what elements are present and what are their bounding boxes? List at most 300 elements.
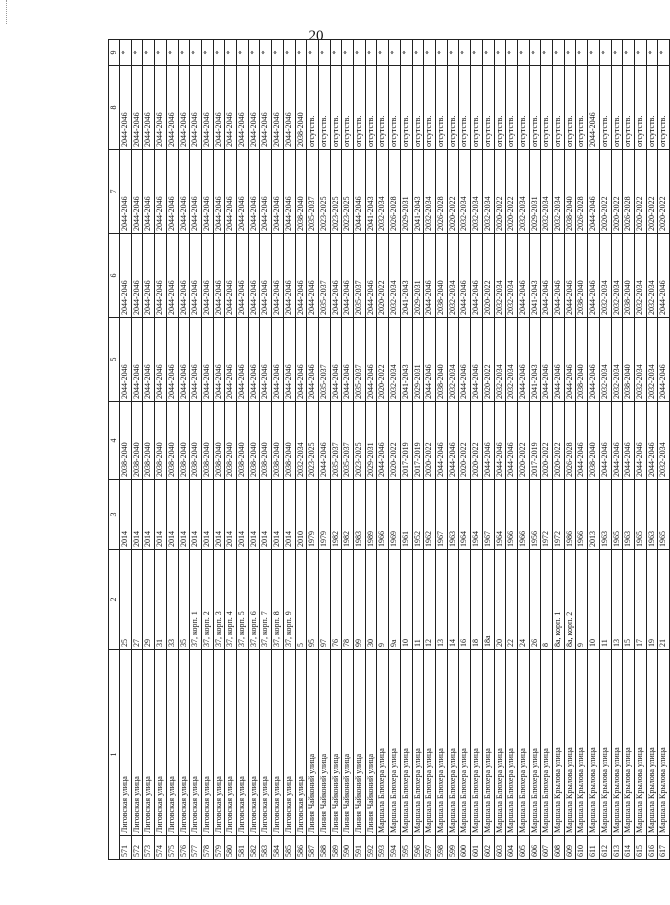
table-cell: 2020-2022	[459, 402, 471, 480]
table-cell: 1986	[564, 480, 576, 550]
table-cell: 2044-2046	[482, 402, 494, 480]
table-cell: 33	[166, 550, 178, 650]
table-row	[131, 40, 143, 860]
table-row	[611, 40, 623, 860]
table-cell: 97	[318, 550, 330, 650]
table-cell: 9а	[389, 550, 401, 650]
table-cell: 2017-2019	[400, 402, 412, 480]
table-cell: 2044-2046	[283, 150, 295, 234]
table-cell: отсутств.	[529, 66, 541, 150]
table-cell: 2044-2046	[237, 234, 249, 318]
housing-schedule-table	[108, 39, 670, 860]
table-cell: 37, корп. 6	[248, 550, 260, 650]
table-cell: *	[272, 40, 284, 66]
table-cell: 599	[447, 836, 459, 860]
table-cell: 2044-2046	[588, 318, 600, 402]
table-cell: 615	[634, 836, 646, 860]
table-cell: 2044-2046	[658, 234, 670, 318]
table-row	[178, 40, 190, 860]
table-cell: 594	[389, 836, 401, 860]
table-cell: 2029-2031	[365, 402, 377, 480]
table-cell: *	[553, 40, 565, 66]
table-cell: 2044-2046	[435, 402, 447, 480]
table-cell: 10	[588, 550, 600, 650]
table-cell: 2029-2031	[412, 318, 424, 402]
table-cell: 2038-2040	[190, 402, 202, 480]
table-cell: *	[634, 40, 646, 66]
table-cell: 2044-2046	[494, 402, 506, 480]
table-row	[155, 40, 167, 860]
table-row	[318, 40, 330, 860]
table-cell: Маршала Крылова улица	[599, 650, 611, 836]
table-cell: 22	[506, 550, 518, 650]
table-cell: 2044-2046	[365, 318, 377, 402]
table-cell: 2044-2046	[471, 318, 483, 402]
table-cell: 1952	[412, 480, 424, 550]
table-cell: Лиговская улица	[131, 650, 143, 836]
table-row	[120, 40, 132, 860]
table-cell: 1964	[459, 480, 471, 550]
table-row	[517, 40, 529, 860]
table-cell: Маршала Блюхера улица	[424, 650, 436, 836]
table-cell: 616	[646, 836, 658, 860]
table-cell: 2023-2025	[318, 150, 330, 234]
table-cell: 586	[295, 836, 307, 860]
header-cell-9: 9	[109, 40, 120, 66]
table-cell: 1956	[529, 480, 541, 550]
table-cell: 12	[424, 550, 436, 650]
table-cell: 2044-2046	[459, 318, 471, 402]
table-cell: 37, корп. 3	[213, 550, 225, 650]
table-cell: 578	[201, 836, 213, 860]
table-cell: 582	[248, 836, 260, 860]
table-cell: 2044-2046	[155, 66, 167, 150]
table-cell: *	[155, 40, 167, 66]
rotated-table-container	[108, 50, 668, 860]
table-row	[307, 40, 319, 860]
table-cell: 2044-2046	[260, 150, 272, 234]
table-cell: 21	[658, 550, 670, 650]
table-row	[459, 40, 471, 860]
table-cell: *	[166, 40, 178, 66]
table-cell: *	[143, 40, 155, 66]
table-cell: 2035-2037	[354, 318, 366, 402]
table-cell: 576	[178, 836, 190, 860]
table-cell: 2044-2046	[588, 234, 600, 318]
table-cell: отсутств.	[634, 66, 646, 150]
table-cell: отсутств.	[435, 66, 447, 150]
table-cell: Линия Чайконий улица	[318, 650, 330, 836]
table-cell: 2032-2034	[459, 150, 471, 234]
table-cell: 2041-2043	[529, 234, 541, 318]
table-cell: 2032-2034	[599, 318, 611, 402]
table-cell: 2044-2046	[646, 402, 658, 480]
table-row	[400, 40, 412, 860]
header-cell-4: 4	[109, 402, 120, 480]
table-cell: *	[201, 40, 213, 66]
table-cell: 99	[354, 550, 366, 650]
table-cell: *	[342, 40, 354, 66]
table-cell: 2032-2034	[377, 150, 389, 234]
table-cell: 609	[564, 836, 576, 860]
table-cell: 2038-2040	[120, 402, 132, 480]
table-cell: 1965	[634, 480, 646, 550]
table-cell: *	[295, 40, 307, 66]
table-cell: 579	[213, 836, 225, 860]
table-cell: 2044-2046	[295, 318, 307, 402]
table-cell: 2044-2046	[225, 318, 237, 402]
table-cell: 596	[412, 836, 424, 860]
table-cell: 2038-2040	[248, 402, 260, 480]
table-cell: отсутств.	[564, 66, 576, 150]
table-row	[471, 40, 483, 860]
table-cell: 2032-2034	[447, 318, 459, 402]
table-cell: *	[658, 40, 670, 66]
table-cell: 2044-2046	[658, 318, 670, 402]
table-cell: 16	[459, 550, 471, 650]
table-row	[658, 40, 670, 860]
table-cell: 2020-2022	[389, 402, 401, 480]
table-row	[248, 40, 260, 860]
table-cell: *	[365, 40, 377, 66]
table-cell: 2044-2046	[424, 234, 436, 318]
header-cell-7: 7	[109, 150, 120, 234]
table-cell: 1964	[471, 480, 483, 550]
table-cell: 2044-2046	[120, 66, 132, 150]
table-cell: 37, корп. 7	[260, 550, 272, 650]
table-cell: 2044-2046	[178, 318, 190, 402]
table-cell: *	[190, 40, 202, 66]
table-cell: 2014	[283, 480, 295, 550]
table-cell: 2044-2046	[155, 150, 167, 234]
table-cell: 2017-2019	[529, 402, 541, 480]
table-cell: 2032-2034	[611, 234, 623, 318]
table-cell: 1965	[611, 480, 623, 550]
table-cell: 2044-2046	[564, 318, 576, 402]
table-cell: 2044-2046	[330, 318, 342, 402]
table-cell: 2014	[143, 480, 155, 550]
header-cell-2: 2	[109, 550, 120, 650]
table-cell: Маршала Крылова улица	[576, 650, 588, 836]
table-cell: *	[248, 40, 260, 66]
table-cell: 2044-2046	[166, 318, 178, 402]
table-cell: 2044-2046	[213, 66, 225, 150]
table-cell: Маршала Блюхера улица	[517, 650, 529, 836]
table-cell: 2044-2046	[283, 318, 295, 402]
table-cell: 2044-2046	[272, 234, 284, 318]
table-cell: 580	[225, 836, 237, 860]
table-cell: *	[611, 40, 623, 66]
table-cell: 2020-2022	[482, 234, 494, 318]
table-cell: отсутств.	[412, 66, 424, 150]
table-cell: 2032-2034	[599, 234, 611, 318]
table-cell: Маршала Блюхера улица	[494, 650, 506, 836]
table-cell: 76	[330, 550, 342, 650]
table-viewport	[108, 50, 668, 860]
table-cell: 2038-2040	[155, 402, 167, 480]
table-cell: 2038-2040	[623, 318, 635, 402]
table-row	[283, 40, 295, 860]
table-cell: 31	[155, 550, 167, 650]
table-cell: 2038-2040	[272, 402, 284, 480]
table-row	[424, 40, 436, 860]
page-number: 20	[308, 28, 324, 44]
table-cell: 2014	[190, 480, 202, 550]
table-cell: 2044-2046	[201, 150, 213, 234]
table-cell: отсутств.	[646, 66, 658, 150]
table-cell: 2032-2034	[494, 318, 506, 402]
table-cell: *	[482, 40, 494, 66]
table-cell: 1966	[576, 480, 588, 550]
table-cell: отсутств.	[307, 66, 319, 150]
table-cell: 1989	[365, 480, 377, 550]
table-cell: отсутств.	[318, 66, 330, 150]
table-cell: 2044-2046	[225, 66, 237, 150]
table-cell: 2017-2019	[412, 402, 424, 480]
table-cell: 2029-2031	[400, 150, 412, 234]
table-cell: *	[435, 40, 447, 66]
table-cell: 1979	[307, 480, 319, 550]
table-cell: *	[623, 40, 635, 66]
table-cell: 613	[611, 836, 623, 860]
table-cell: 2044-2046	[178, 234, 190, 318]
table-cell: 2032-2034	[424, 150, 436, 234]
table-cell: 2026-2028	[389, 150, 401, 234]
table-cell: 1966	[506, 480, 518, 550]
table-cell: 1962	[424, 480, 436, 550]
table-cell: 2032-2034	[553, 150, 565, 234]
table-cell: 2023-2025	[307, 402, 319, 480]
table-cell: *	[354, 40, 366, 66]
table-row	[576, 40, 588, 860]
table-row	[225, 40, 237, 860]
table-cell: *	[120, 40, 132, 66]
table-cell: 2038-2040	[237, 402, 249, 480]
table-cell: *	[599, 40, 611, 66]
table-cell: отсутств.	[354, 66, 366, 150]
table-cell: 14	[447, 550, 459, 650]
table-cell: 18а	[482, 550, 494, 650]
table-cell: 2020-2022	[646, 150, 658, 234]
table-cell: 2014	[131, 480, 143, 550]
table-cell: 2032-2034	[447, 234, 459, 318]
table-cell: 1966	[377, 480, 389, 550]
table-cell: 2023-2025	[342, 150, 354, 234]
table-cell: 2032-2034	[646, 234, 658, 318]
table-cell: 581	[237, 836, 249, 860]
table-row	[272, 40, 284, 860]
table-cell: 2014	[248, 480, 260, 550]
table-cell: 2038-2040	[225, 402, 237, 480]
table-cell: 2044-2046	[471, 234, 483, 318]
table-cell: 2044-2046	[120, 234, 132, 318]
table-cell: 37, корп. 4	[225, 550, 237, 650]
table-cell: 2044-2046	[120, 318, 132, 402]
table-cell: 2020-2022	[482, 318, 494, 402]
header-row	[109, 40, 120, 860]
table-cell: 2044-2046	[190, 66, 202, 150]
table-cell: 2044-2046	[237, 318, 249, 402]
table-cell: Лиговская улица	[190, 650, 202, 836]
table-cell: Лиговская улица	[260, 650, 272, 836]
table-cell: Лиговская улица	[143, 650, 155, 836]
table-cell: 611	[588, 836, 600, 860]
table-cell: 2044-2046	[225, 150, 237, 234]
table-cell: *	[447, 40, 459, 66]
table-cell: Линия Чайконий улица	[354, 650, 366, 836]
table-cell: 11	[412, 550, 424, 650]
table-cell: 2044-2046	[295, 234, 307, 318]
table-cell: 8а, корп. 2	[564, 550, 576, 650]
table-cell: 2044-2046	[190, 150, 202, 234]
table-cell: 2044-2046	[553, 234, 565, 318]
table-cell: 9	[576, 550, 588, 650]
table-cell: отсутств.	[494, 66, 506, 150]
table-cell: 2020-2022	[377, 234, 389, 318]
table-cell: 1963	[646, 480, 658, 550]
table-cell: отсутств.	[482, 66, 494, 150]
table-cell: 2044-2046	[201, 318, 213, 402]
table-cell: 2044-2046	[143, 66, 155, 150]
table-cell: 2044-2046	[272, 150, 284, 234]
table-cell: 2026-2028	[564, 402, 576, 480]
table-cell: 2044-2046	[553, 318, 565, 402]
table-cell: 2038-2040	[295, 66, 307, 150]
table-cell: 2044-2046	[201, 66, 213, 150]
scan-corner-mark	[6, 0, 15, 24]
table-cell: 2044-2046	[318, 402, 330, 480]
table-cell: *	[541, 40, 553, 66]
header-cell-1: 1	[109, 650, 120, 860]
table-cell: 2044-2046	[307, 234, 319, 318]
table-cell: 604	[506, 836, 518, 860]
table-cell: Маршала Крылова улица	[553, 650, 565, 836]
table-cell: 2038-2040	[623, 234, 635, 318]
table-cell: 1963	[599, 480, 611, 550]
table-cell: 26	[529, 550, 541, 650]
table-cell: 2044-2046	[248, 66, 260, 150]
table-cell: 2041-2043	[365, 150, 377, 234]
table-cell: 2014	[120, 480, 132, 550]
table-cell: 2038-2040	[588, 402, 600, 480]
table-cell: 2044-2046	[178, 66, 190, 150]
table-cell: 2020-2022	[553, 402, 565, 480]
table-cell: отсутств.	[541, 66, 553, 150]
table-cell: 2014	[272, 480, 284, 550]
table-cell: 2020-2022	[424, 402, 436, 480]
table-cell: 2035-2037	[307, 150, 319, 234]
table-cell: Лиговская улица	[201, 650, 213, 836]
table-row	[623, 40, 635, 860]
table-cell: *	[389, 40, 401, 66]
table-cell: *	[377, 40, 389, 66]
table-cell: 2044-2046	[424, 318, 436, 402]
table-cell: 2041-2043	[412, 150, 424, 234]
table-cell: 585	[283, 836, 295, 860]
table-cell: 37, корп. 9	[283, 550, 295, 650]
table-cell: 2032-2034	[389, 234, 401, 318]
table-cell: 15	[623, 550, 635, 650]
table-cell: Маршала Крылова улица	[611, 650, 623, 836]
table-cell: 2044-2046	[260, 234, 272, 318]
table-cell: 2044-2046	[459, 234, 471, 318]
table-cell: Маршала Блюхера улица	[400, 650, 412, 836]
table-cell: 2023-2025	[354, 402, 366, 480]
table-cell: 2038-2040	[213, 402, 225, 480]
table-cell: 2044-2046	[342, 234, 354, 318]
table-cell: 2038-2040	[143, 402, 155, 480]
table-cell: 1983	[354, 480, 366, 550]
table-row	[646, 40, 658, 860]
table-cell: Маршала Крылова улица	[646, 650, 658, 836]
table-cell: 1982	[342, 480, 354, 550]
table-cell: 598	[435, 836, 447, 860]
table-cell: 591	[354, 836, 366, 860]
table-cell: *	[318, 40, 330, 66]
table-cell: 597	[424, 836, 436, 860]
table-cell: *	[588, 40, 600, 66]
table-row	[342, 40, 354, 860]
table-cell: 1969	[389, 480, 401, 550]
table-cell: отсутств.	[611, 66, 623, 150]
table-row	[377, 40, 389, 860]
table-cell: 610	[576, 836, 588, 860]
table-cell: 2044-2046	[155, 234, 167, 318]
table-cell: 2041-2043	[529, 318, 541, 402]
table-cell: 2044-2046	[541, 318, 553, 402]
table-cell: 2014	[166, 480, 178, 550]
table-cell: 2014	[178, 480, 190, 550]
table-cell: 2038-2040	[576, 234, 588, 318]
table-cell: 2044-2046	[213, 150, 225, 234]
table-cell: 601	[471, 836, 483, 860]
table-cell: 2020-2022	[494, 150, 506, 234]
table-cell: *	[178, 40, 190, 66]
table-cell: *	[494, 40, 506, 66]
table-cell: 2044-2046	[330, 234, 342, 318]
table-cell: Лиговская улица	[155, 650, 167, 836]
table-cell: 2044-2046	[634, 402, 646, 480]
table-cell: 2044-2046	[588, 66, 600, 150]
table-cell: Лиговская улица	[166, 650, 178, 836]
table-cell: 1961	[400, 480, 412, 550]
table-row	[553, 40, 565, 860]
table-cell: 2014	[201, 480, 213, 550]
table-cell: 2044-2046	[342, 318, 354, 402]
table-row	[529, 40, 541, 860]
table-row	[166, 40, 178, 860]
table-cell: 1964	[494, 480, 506, 550]
table-cell: 2038-2040	[576, 318, 588, 402]
table-cell: 37, корп. 5	[237, 550, 249, 650]
table-cell: 2044-2046	[354, 150, 366, 234]
table-cell: *	[424, 40, 436, 66]
table-cell: 2044-2046	[143, 318, 155, 402]
table-cell: Маршала Блюхера улица	[377, 650, 389, 836]
table-cell: 2020-2022	[634, 150, 646, 234]
table-row	[482, 40, 494, 860]
table-cell: 2035-2037	[354, 234, 366, 318]
table-cell: 2020-2022	[611, 150, 623, 234]
table-cell: 2038-2040	[131, 402, 143, 480]
table-cell: 2032-2034	[541, 150, 553, 234]
table-row	[201, 40, 213, 860]
table-cell: *	[646, 40, 658, 66]
table-cell: 2044-2046	[272, 66, 284, 150]
table-cell: 2038-2040	[260, 402, 272, 480]
table-cell: 2029-2031	[412, 234, 424, 318]
table-row	[634, 40, 646, 860]
